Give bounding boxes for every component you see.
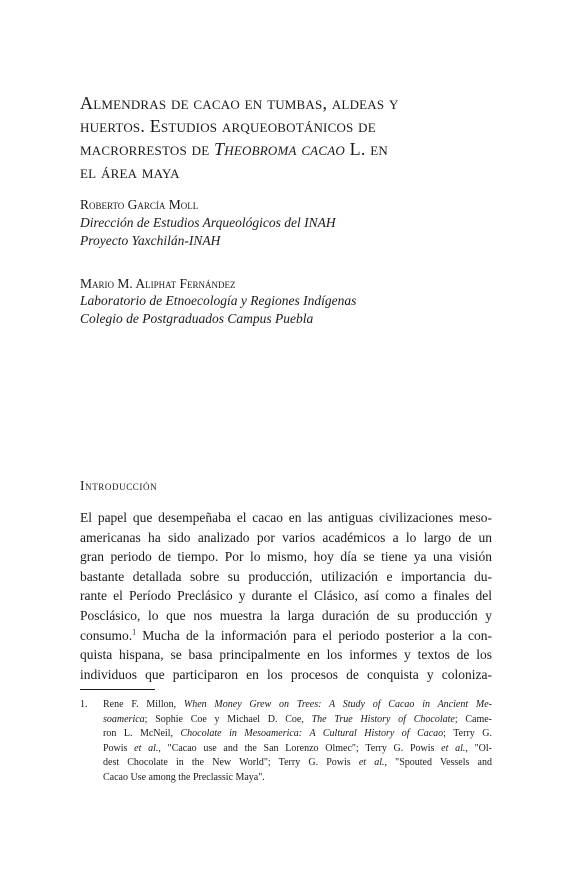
footnote-book-title: Chocolate in Mesoamerica: A Cultural History of Cacao	[180, 728, 444, 740]
body-line	[80, 626, 492, 646]
body-paragraph	[80, 508, 492, 684]
footnote-line	[103, 698, 492, 713]
footnote-line	[103, 756, 492, 771]
title-line: el área maya	[80, 162, 180, 182]
footnote-line: Cacao Use among the Preclassic Maya".	[103, 771, 265, 783]
body-line: individuos que participaron en los procesos de conquista y coloniza-	[80, 666, 492, 682]
footnote	[80, 698, 492, 786]
footnote-et-al: et al.	[358, 757, 385, 769]
title-line: Almendras de cacao en tumbas, aldeas y	[80, 93, 399, 113]
footnote-line	[103, 727, 492, 742]
footnote-line	[103, 713, 492, 728]
author-affiliation: Dirección de Estudios Arqueológicos del INAH	[80, 215, 336, 230]
body-line: quista hispana, se basa principalmente en los informes y textos de los	[80, 647, 492, 663]
body-line: americanas ha sido analizado por varios académicos a lo largo de un	[80, 529, 492, 545]
footnote-text-run: ; Terry G.	[443, 728, 492, 740]
body-text: Mucha de la información para el periodo posterior a la con-	[136, 627, 492, 643]
footnote-text-run: ; Sophie Coe y Michael D. Coe,	[144, 713, 312, 725]
author-affiliation: Proyecto Yaxchilán-INAH	[80, 233, 221, 248]
footnote-book-title: soamerica	[103, 713, 145, 725]
body-text: consumo.	[80, 627, 133, 643]
footnote-divider	[80, 689, 155, 690]
footnote-book-title: The True History of Chocolate	[311, 713, 455, 725]
author-name: Mario M. Aliphat Fernández	[80, 276, 236, 291]
footnote-text-run: , "Cacao use and the San Lorenzo Olmec"; Terry G. Powis	[158, 742, 442, 754]
title-line	[80, 138, 500, 161]
title-text: L. en	[344, 139, 388, 159]
footnote-et-al: et al.	[441, 742, 466, 754]
author-name: Roberto García Moll	[80, 197, 199, 212]
footnote-line	[103, 742, 492, 757]
footnote-reference: 1	[132, 627, 137, 637]
body-line: gran periodo de tiempo. Por lo mismo, hoy día se tiene ya una visión	[80, 549, 492, 565]
footnote-book-title: When Money Grew on Trees: A Study of Cacao in Ancient Me-	[183, 699, 492, 710]
article-title	[80, 92, 500, 184]
title-text: macrorrestos de	[80, 139, 215, 159]
footnote-text	[103, 698, 492, 786]
title-line: huertos. Estudios arqueobotánicos de	[80, 116, 376, 136]
body-line: rante el Período Preclásico y durante el Clásico, así como a finales del	[80, 588, 492, 604]
section-heading: Introducción	[80, 478, 158, 493]
footnote-text-run: , "Ol-	[465, 742, 493, 754]
body-line: Posclásico, lo que nos muestra la larga duración de su producción y	[80, 607, 492, 623]
footnote-number: 1.	[80, 699, 88, 710]
footnote-text-run: Rene F. Millon,	[103, 699, 184, 710]
footnote-text-run: ; Came-	[454, 713, 492, 725]
title-species-name: Theobroma cacao	[214, 139, 345, 159]
footnote-text-run: dest Chocolate in the New World"; Terry G. Powis	[103, 757, 359, 769]
footnote-text-run: ron L. McNeil,	[103, 728, 181, 740]
footnote-et-al: et al.	[134, 742, 159, 754]
author-affiliation: Laboratorio de Etnoecología y Regiones Indígenas	[80, 293, 357, 308]
author-affiliation: Colegio de Postgraduados Campus Puebla	[80, 311, 314, 326]
footnote-text-run: Powis	[103, 742, 135, 754]
footnote-text-run: , "Spouted Vessels and	[384, 757, 493, 769]
body-line: El papel que desempeñaba el cacao en las antiguas civilizaciones meso-	[80, 510, 492, 525]
body-line: bastante detallada sobre su producción, utilización e importancia du-	[80, 568, 492, 584]
